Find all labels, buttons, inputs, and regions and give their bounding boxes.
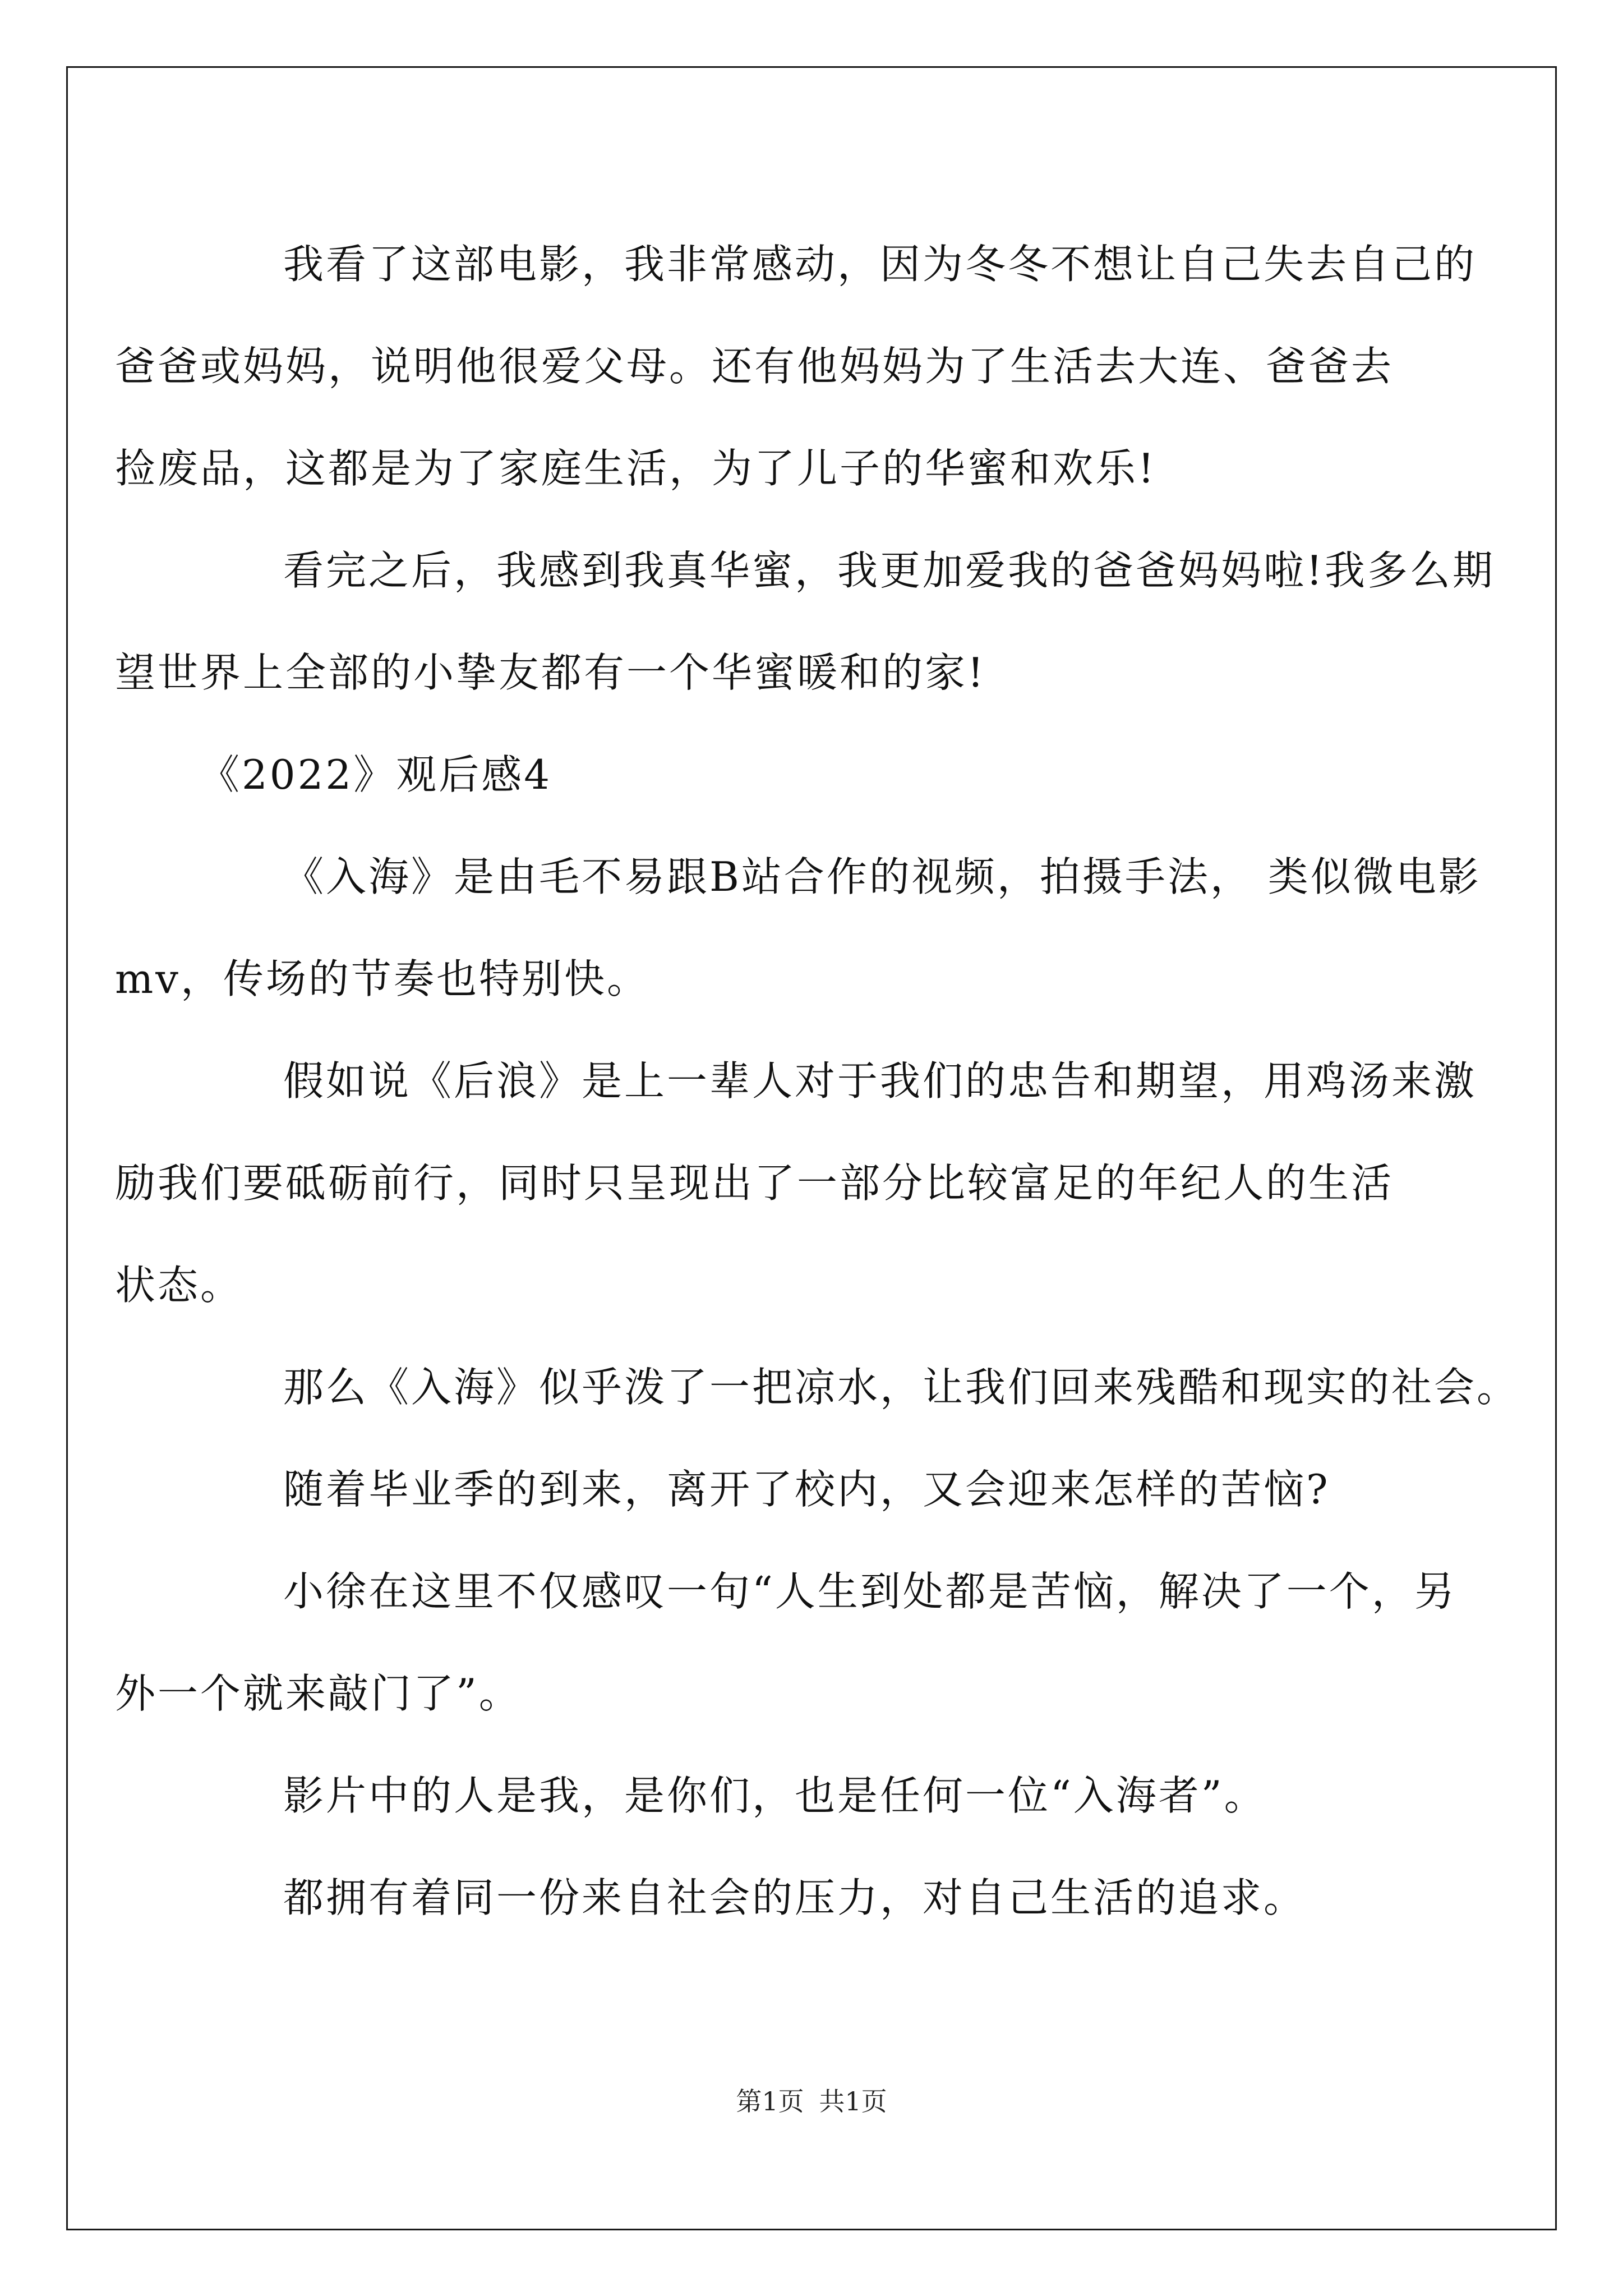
text-line: 励我们要砥砺前行，同时只呈现出了一部分比较富足的年纪人的生活 (115, 1159, 1394, 1207)
text-line: 影片中的人是我，是你们，也是任何一位“入海者”。 (283, 1772, 1267, 1819)
text-line: mv，传场的节奏也特别快。 (115, 955, 649, 1002)
text-line: 爸爸或妈妈，说明他很爱父母。还有他妈妈为了生活去大连、爸爸去 (115, 343, 1394, 390)
paragraph-1 (115, 213, 1477, 519)
text-line: 假如说《后浪》是上一辈人对于我们的忠告和期望，用鸡汤来激 (283, 1057, 1477, 1105)
paragraph-3 (115, 826, 1481, 1030)
paragraph-5 (199, 1336, 1520, 1438)
text-line: 《入海》是由毛不易跟B站合作的视频，拍摄手法， 类似微电影 (283, 853, 1481, 900)
text-line: 都拥有着同一份来自社会的压力，对自己生活的追求。 (283, 1874, 1307, 1921)
paragraph-6 (199, 1438, 1424, 1540)
section-heading: 《2022》观后感4 (199, 751, 552, 798)
text-line: 望世界上全部的小挚友都有一个华蜜暖和的家! (115, 649, 986, 696)
text-line: 捡废品，这都是为了家庭生活，为了儿子的华蜜和欢乐! (115, 445, 1156, 492)
text-line: 随着毕业季的到来，离开了校内，又会迎来怎样的苦恼? (283, 1466, 1330, 1513)
text-line: 小徐在这里不仅感叹一句“人生到处都是苦恼，解决了一个，另 (283, 1568, 1457, 1615)
paragraph-7 (115, 1540, 1457, 1745)
page-number-current: 第1页 (736, 2086, 804, 2116)
text-line: 我看了这部电影，我非常感动，因为冬冬不想让自己失去自己的 (283, 241, 1477, 288)
text-line: 状态。 (115, 1262, 243, 1309)
page-footer (0, 2081, 1623, 2118)
page-number-total: 共1页 (819, 2086, 887, 2116)
paragraph-9 (199, 1847, 1424, 1949)
text-line: 外一个就来敲门了”。 (115, 1670, 522, 1717)
text-line: 那么《入海》似乎泼了一把凉水，让我们回来残酷和现实的社会。 (283, 1364, 1520, 1411)
text-line: 看完之后，我感到我真华蜜，我更加爱我的爸爸妈妈啦!我多么期 (283, 547, 1495, 594)
paragraph-2 (115, 519, 1495, 724)
document-body (115, 213, 1520, 1949)
paragraph-8 (199, 1745, 1424, 1847)
paragraph-4 (115, 1030, 1477, 1336)
